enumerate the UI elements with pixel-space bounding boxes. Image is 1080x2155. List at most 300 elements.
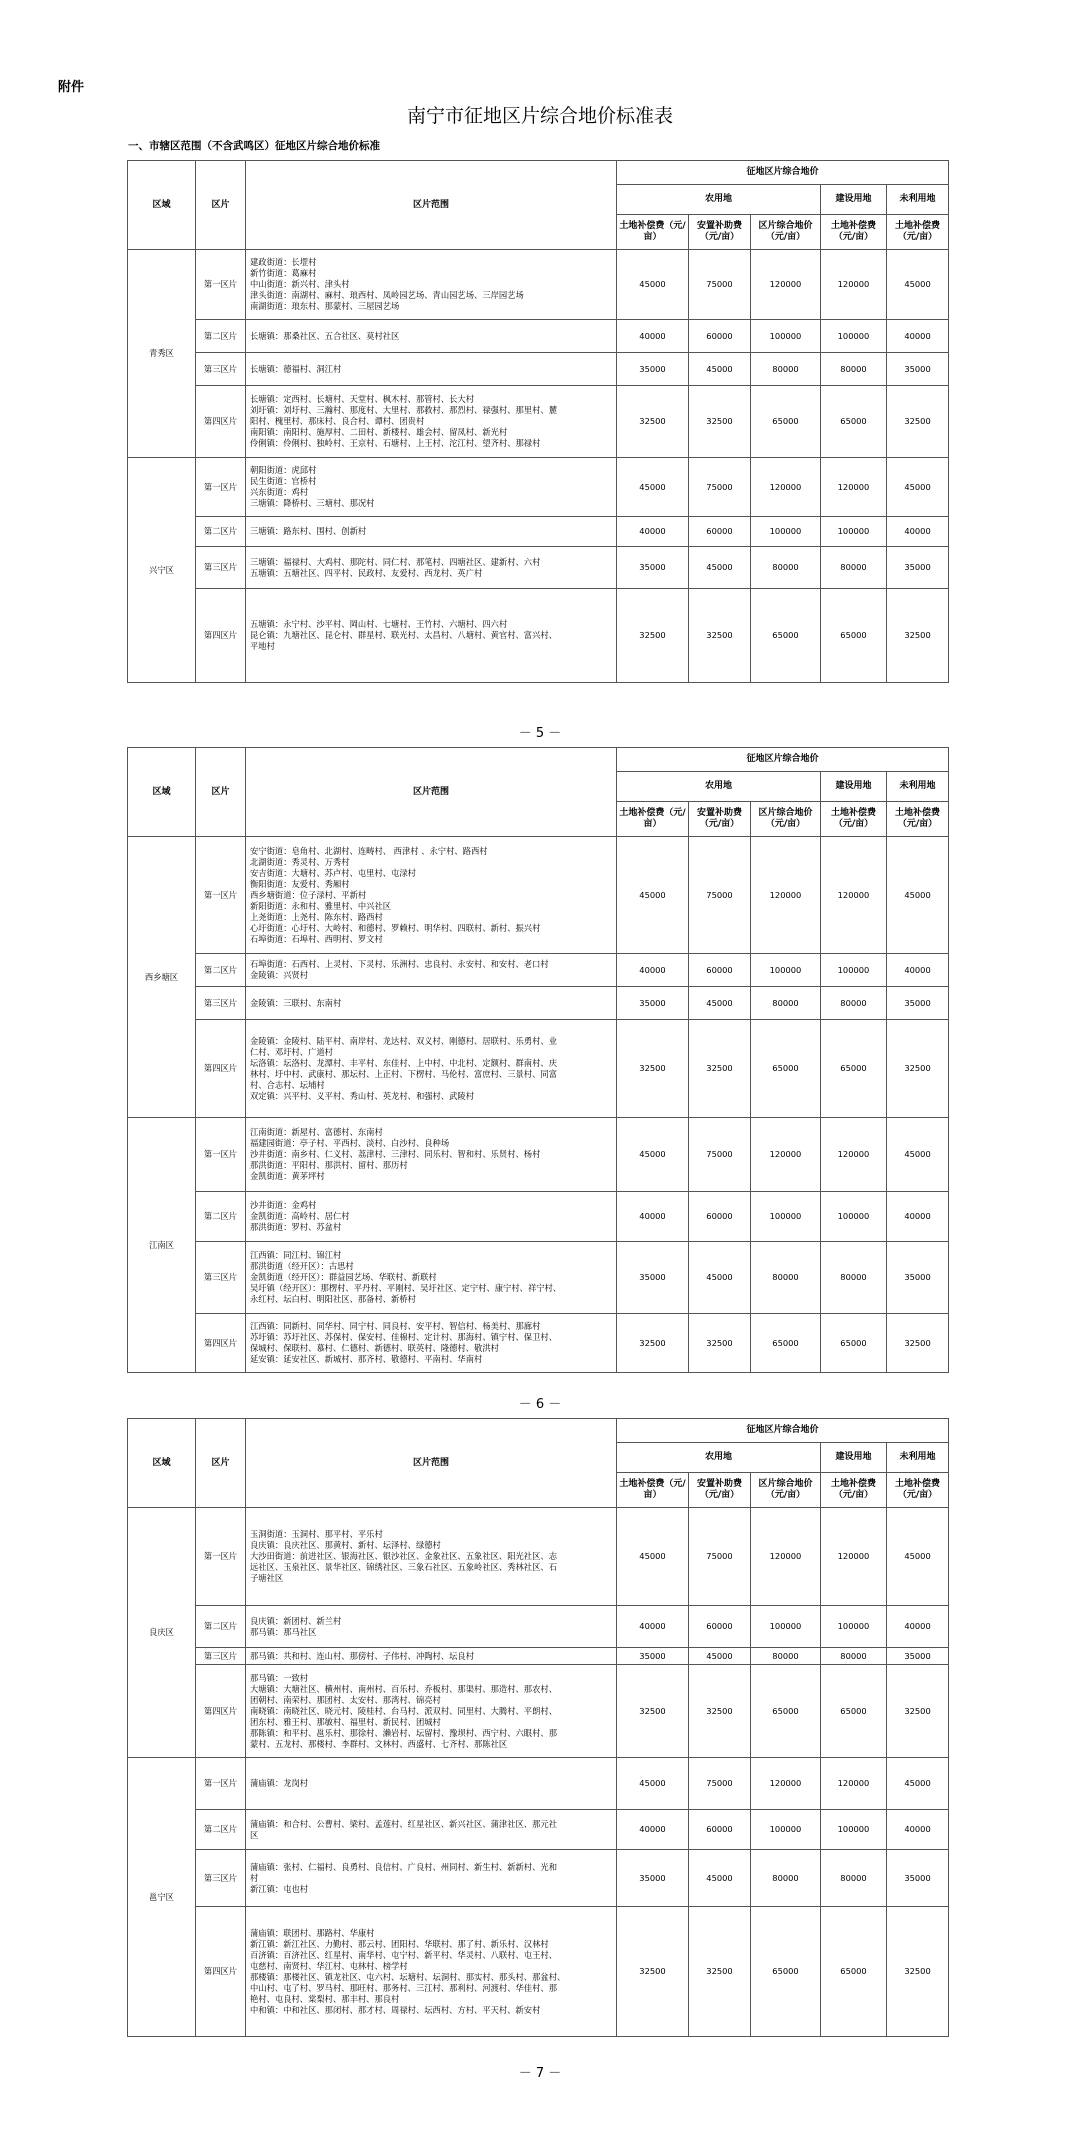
region-name: 邕宁区: [128, 1758, 196, 2037]
table-row: [128, 547, 949, 589]
range-line: 上尧街道：上尧村、陈东村、路西村: [250, 911, 383, 922]
land-comp-value: 35000: [617, 1648, 689, 1665]
zone-range: [246, 1606, 617, 1648]
range-line: 金凯街道：黄茅坪村: [250, 1171, 325, 1181]
page-number: － 7 －: [518, 2066, 562, 2081]
range-line: 玉洞街道：玉洞村、那平村、平乐村: [250, 1529, 383, 1539]
construction-value: 80000: [821, 1242, 887, 1314]
table-row: [128, 954, 949, 987]
range-line: 平地村: [250, 641, 275, 651]
range-line: 那楼镇：那楼社区、镇龙社区、屯六村、坛塘村、坛洞村、那实村、那头村、那盆村、: [250, 1971, 566, 1982]
range-line: 大塘镇：大塘社区、横州村、南州村、百乐村、乔板村、那渠村、那造村、那农村、: [250, 1683, 557, 1694]
resettle-comp-value: 45000: [689, 353, 751, 386]
zone-price-value: 100000: [751, 1810, 821, 1850]
range-line: 良庆镇：良庆社区、那黄村、新村、坛泽村、绿德村: [250, 1540, 441, 1550]
land-comp-value: 35000: [617, 1850, 689, 1907]
range-line: 津头街道：南湖村、麻村、琅西村、凤岭园艺场、青山园艺场、三岸园艺场: [250, 290, 524, 300]
header-construction-land-comp: 土地补偿费（元/亩）: [821, 802, 887, 837]
zone-price-value: 100000: [751, 954, 821, 987]
table-row: [128, 1648, 949, 1665]
construction-value: 120000: [821, 458, 887, 517]
unused-value: 45000: [887, 837, 949, 954]
range-line: 石埠街道：石西村、上灵村、下灵村、乐洲村、忠良村、永安村、和安村、老口村: [250, 959, 549, 969]
construction-value: 100000: [821, 517, 887, 547]
resettle-comp-value: 32500: [689, 1907, 751, 2037]
range-line: 昆仑镇：九塘社区、昆仑村、群星村、联光村、太昌村、八塘村、黄官村、富兴村、: [250, 630, 557, 640]
resettle-comp-value: 75000: [689, 837, 751, 954]
land-comp-value: 35000: [617, 987, 689, 1020]
resettle-comp-value: 45000: [689, 1850, 751, 1907]
construction-value: 80000: [821, 353, 887, 386]
range-line: 百济镇：百济社区、红星村、南华村、屯宁村、新平村、华灵村、八联村、屯王村、: [250, 1949, 557, 1960]
range-line: 江西镇：同江村、锦江村: [250, 1250, 342, 1260]
construction-value: 120000: [821, 1758, 887, 1810]
zone-range: [246, 1242, 617, 1314]
zone-price-value: 120000: [751, 1118, 821, 1192]
header-unused-land-comp: 土地补偿费（元/亩）: [887, 1473, 949, 1508]
page-title: 南宁市征地区片综合地价标准表: [406, 105, 673, 127]
header-agri: 农用地: [617, 772, 821, 802]
zone-price-value: 120000: [751, 1508, 821, 1606]
zone-range: [246, 1314, 617, 1373]
zone-name: 第一区片: [196, 1758, 246, 1810]
header-row: [128, 1419, 949, 1443]
range-line: 长塘镇：定西村、长塘村、天堂村、枫木村、那管村、长大村: [250, 394, 475, 404]
zone-price-value: 80000: [751, 1648, 821, 1665]
land-comp-value: 35000: [617, 1242, 689, 1314]
range-line: 大沙田街道：前进社区、银海社区、银沙社区、金象社区、五象社区、阳光社区、志: [250, 1551, 557, 1561]
unused-value: 40000: [887, 1606, 949, 1648]
range-line: 团东村、雅王村、那敏村、福里村、新民村、团城村: [250, 1716, 441, 1727]
price-table: [127, 1418, 949, 2037]
range-line: 南阳镇：南阳村、施厚村、二田村、新楼村、雄会村、留凤村、新光村: [250, 427, 508, 437]
zone-price-value: 80000: [751, 547, 821, 589]
header-zone-price: 区片综合地价（元/亩）: [751, 1473, 821, 1508]
header-region: 区域: [128, 161, 196, 250]
range-line: 金凯街道（经开区）：群益园艺场、华联村、新联村: [250, 1272, 437, 1282]
unused-value: 35000: [887, 1648, 949, 1665]
construction-value: 100000: [821, 320, 887, 353]
header-construction: 建设用地: [821, 1443, 887, 1473]
zone-name: 第二区片: [196, 1606, 246, 1648]
resettle-comp-value: 60000: [689, 1606, 751, 1648]
range-line: 长塘镇：德福村、洞江村: [250, 363, 342, 374]
construction-value: 80000: [821, 547, 887, 589]
unused-value: 40000: [887, 1810, 949, 1850]
land-comp-value: 32500: [617, 589, 689, 683]
header-construction-land-comp: 土地补偿费（元/亩）: [821, 1473, 887, 1508]
range-line: 良庆镇：新团村、新兰村: [250, 1615, 342, 1626]
unused-value: 45000: [887, 458, 949, 517]
header-resettle-comp: 安置补助费（元/亩）: [689, 215, 751, 250]
resettle-comp-value: 32500: [689, 1020, 751, 1118]
zone-name: 第四区片: [196, 589, 246, 683]
range-line: 江南街道：新屋村、富德村、东南村: [250, 1127, 383, 1137]
zone-price-value: 80000: [751, 1242, 821, 1314]
resettle-comp-value: 60000: [689, 320, 751, 353]
page-number: － 6 －: [518, 1397, 562, 1412]
construction-value: 80000: [821, 987, 887, 1020]
range-line: 蒲庙镇：联团村、那路村、华康村: [250, 1927, 375, 1938]
zone-name: 第三区片: [196, 547, 246, 589]
range-line: 吴圩镇（经开区）：那楞村、平丹村、平刚村、吴圩社区、定宁村、康宁村、祥宁村、: [250, 1283, 562, 1293]
unused-value: 40000: [887, 320, 949, 353]
table-row: [128, 1810, 949, 1850]
region-name: 兴宁区: [128, 458, 196, 683]
zone-range: [246, 1850, 617, 1907]
zone-range: [246, 458, 617, 517]
range-line: 金陵镇：兴贤村: [250, 970, 309, 980]
range-line: 西乡塘街道：位子渌村、平新村: [250, 889, 367, 900]
unused-value: 35000: [887, 1242, 949, 1314]
range-line: 金凯街道：高岭村、居仁村: [250, 1211, 350, 1221]
zone-price-value: 65000: [751, 1665, 821, 1758]
range-line: 苏圩镇：苏圩社区、苏保村、保安村、佳棉村、定计村、那海村、镇宁村、保卫村、: [250, 1332, 557, 1342]
resettle-comp-value: 75000: [689, 458, 751, 517]
resettle-comp-value: 45000: [689, 1242, 751, 1314]
zone-range: [246, 320, 617, 353]
construction-value: 120000: [821, 1118, 887, 1192]
header-unused: 未利用地: [887, 1443, 949, 1473]
range-line: 刘圩镇：刘圩村、三瀚村、那度村、大里村、那救村、那烈村、禄强村、那里村、麓: [250, 405, 557, 415]
zone-range: [246, 1810, 617, 1850]
unused-value: 45000: [887, 250, 949, 320]
zone-price-value: 65000: [751, 1020, 821, 1118]
range-line: 那陈镇：和平村、邕乐村、那徐村、濑岩村、坛留村、豫坝村、西宁村、六眼村、那: [250, 1727, 557, 1738]
zone-range: [246, 517, 617, 547]
range-line: 团朝村、南荣村、那团村、太安村、那湾村、锦亮村: [250, 1694, 441, 1705]
zone-price-value: 100000: [751, 1192, 821, 1242]
unused-value: 32500: [887, 589, 949, 683]
zone-range: [246, 954, 617, 987]
zone-range: [246, 837, 617, 954]
resettle-comp-value: 45000: [689, 1648, 751, 1665]
range-line: 那马镇：那马社区: [250, 1626, 317, 1637]
header-region: 区域: [128, 748, 196, 837]
zone-price-value: 80000: [751, 987, 821, 1020]
unused-value: 32500: [887, 386, 949, 458]
range-line: 那马镇：共和村、连山村、那傍村、子伟村、冲陶村、坛良村: [250, 1650, 475, 1661]
range-line: 村、合志村、坛埔村: [250, 1079, 325, 1090]
table-row: [128, 1907, 949, 2037]
resettle-comp-value: 75000: [689, 1508, 751, 1606]
construction-value: 80000: [821, 1850, 887, 1907]
land-comp-value: 32500: [617, 1314, 689, 1373]
table-row: [128, 1118, 949, 1192]
header-price-group: 征地区片综合地价: [617, 161, 949, 185]
zone-range: [246, 987, 617, 1020]
range-line: 三塘镇：路东村、围村、创新村: [250, 526, 367, 536]
range-line: 建政街道：长堽村: [250, 257, 317, 267]
header-land-comp: 土地补偿费（元/亩）: [617, 215, 689, 250]
range-line: 石埠街道：石埠村、西明村、罗文村: [250, 933, 383, 944]
header-range: 区片范围: [246, 748, 617, 837]
price-table: [127, 160, 949, 683]
range-line: 伶俐镇：伶俐村、独岭村、王京村、石塘村、上王村、沱江村、望齐村、那禄村: [250, 438, 541, 448]
range-line: 远社区、玉泉社区、景华社区、锦绣社区、三象石社区、五象岭社区、秀林社区、石: [250, 1562, 557, 1572]
zone-name: 第一区片: [196, 458, 246, 517]
header-zone-price: 区片综合地价（元/亩）: [751, 802, 821, 837]
zone-price-value: 65000: [751, 589, 821, 683]
table-row: [128, 1242, 949, 1314]
range-line: 兴东街道：鸡村: [250, 487, 309, 497]
zone-name: 第一区片: [196, 1118, 246, 1192]
resettle-comp-value: 32500: [689, 589, 751, 683]
header-construction: 建设用地: [821, 772, 887, 802]
table-row: [128, 320, 949, 353]
construction-value: 100000: [821, 1606, 887, 1648]
range-line: 新阳街道：永和村、雅里村、中兴社区: [250, 900, 392, 911]
unused-value: 45000: [887, 1508, 949, 1606]
unused-value: 40000: [887, 517, 949, 547]
range-line: 衡阳街道：友爱村、秀厢村: [250, 878, 350, 889]
zone-range: [246, 1907, 617, 2037]
unused-value: 32500: [887, 1665, 949, 1758]
zone-price-value: 65000: [751, 386, 821, 458]
resettle-comp-value: 60000: [689, 954, 751, 987]
range-line: 坛洛镇：坛洛村、龙潭村、丰平村、东佳村、上中村、中北村、定额村、群南村、庆: [250, 1057, 557, 1068]
header-row: [128, 748, 949, 772]
resettle-comp-value: 32500: [689, 1665, 751, 1758]
range-line: 江西镇：同新村、同华村、同宁村、同良村、安平村、智信村、杨美村、那廊村: [250, 1321, 541, 1331]
header-zone-price: 区片综合地价（元/亩）: [751, 215, 821, 250]
unused-value: 32500: [887, 1907, 949, 2037]
construction-value: 65000: [821, 1907, 887, 2037]
range-line: 沙井街道：南乡村、仁义村、荔津村、三津村、同乐村、智和村、乐贤村、杨村: [250, 1149, 541, 1159]
zone-name: 第三区片: [196, 353, 246, 386]
zone-name: 第三区片: [196, 1850, 246, 1907]
resettle-comp-value: 32500: [689, 386, 751, 458]
zone-range: [246, 1118, 617, 1192]
unused-value: 45000: [887, 1758, 949, 1810]
header-resettle-comp: 安置补助费（元/亩）: [689, 1473, 751, 1508]
range-line: 那洪街道：平阳村、那洪村、留村、那历村: [250, 1160, 408, 1170]
land-comp-value: 32500: [617, 386, 689, 458]
zone-name: 第四区片: [196, 1020, 246, 1118]
range-line: 新竹街道：葛麻村: [250, 268, 317, 278]
unused-value: 35000: [887, 353, 949, 386]
range-line: 新江镇：新江社区、力勤村、那云村、团阳村、华联村、那了村、新乐村、汉林村: [250, 1938, 549, 1949]
zone-price-value: 120000: [751, 1758, 821, 1810]
page-number: － 5 －: [518, 726, 562, 741]
land-comp-value: 40000: [617, 1810, 689, 1850]
zone-price-value: 80000: [751, 1850, 821, 1907]
region-name: 青秀区: [128, 250, 196, 458]
range-line: 那洪街道（经开区）：古思村: [250, 1261, 354, 1271]
range-line: 中山村、屯了村、罗马村、那旺村、那务村、三江村、那利村、河渡村、华佳村、那: [250, 1982, 557, 1993]
range-line: 金陵镇：金陵村、陆平村、南岸村、龙达村、双义村、刚德村、居联村、乐勇村、业: [250, 1035, 557, 1046]
header-zone: 区片: [196, 161, 246, 250]
range-line: 仁村、邓圩村、广道村: [250, 1046, 333, 1057]
zone-name: 第四区片: [196, 1907, 246, 2037]
zone-range: [246, 250, 617, 320]
resettle-comp-value: 60000: [689, 1192, 751, 1242]
construction-value: 65000: [821, 386, 887, 458]
resettle-comp-value: 75000: [689, 1118, 751, 1192]
header-land-comp: 土地补偿费（元/亩）: [617, 1473, 689, 1508]
header-price-group: 征地区片综合地价: [617, 748, 949, 772]
resettle-comp-value: 32500: [689, 1314, 751, 1373]
range-line: 村: [250, 1872, 259, 1883]
range-line: 三塘镇：降桥村、三塘村、那况村: [250, 498, 375, 508]
price-table: [127, 747, 949, 1373]
unused-value: 40000: [887, 954, 949, 987]
table-row: [128, 589, 949, 683]
table-row: [128, 1665, 949, 1758]
range-line: 那洪街道：罗村、苏盆村: [250, 1222, 342, 1232]
zone-range: [246, 547, 617, 589]
land-comp-value: 40000: [617, 954, 689, 987]
range-line: 心圩街道：心圩村、大岭村、和德村、罗赖村、明华村、四联村、新村、振兴村: [250, 922, 541, 933]
zone-price-value: 100000: [751, 320, 821, 353]
attachment-label: 附件: [58, 80, 85, 95]
range-line: 子塘社区: [250, 1573, 284, 1583]
table-row: [128, 386, 949, 458]
unused-value: 35000: [887, 547, 949, 589]
zone-name: 第三区片: [196, 1648, 246, 1665]
range-line: 保城村、保联村、慕村、仁德村、新德村、联英村、隆德村、敬洪村: [250, 1343, 499, 1353]
zone-name: 第一区片: [196, 837, 246, 954]
header-unused-land-comp: 土地补偿费（元/亩）: [887, 215, 949, 250]
range-line: 朝阳街道：虎邱村: [250, 465, 317, 475]
header-zone: 区片: [196, 748, 246, 837]
header-unused: 未利用地: [887, 772, 949, 802]
range-line: 沙井街道：金鸡村: [250, 1200, 317, 1210]
table-row: [128, 837, 949, 954]
resettle-comp-value: 75000: [689, 1758, 751, 1810]
header-zone: 区片: [196, 1419, 246, 1508]
range-line: 蒲庙镇：张村、仁福村、良勇村、良信村、广良村、州同村、新生村、新新村、光和: [250, 1861, 557, 1872]
header-agri: 农用地: [617, 1443, 821, 1473]
zone-name: 第二区片: [196, 320, 246, 353]
header-unused: 未利用地: [887, 185, 949, 215]
range-line: 双定镇：兴平村、义平村、秀山村、英龙村、和强村、武陵村: [250, 1090, 475, 1101]
zone-name: 第三区片: [196, 1242, 246, 1314]
zone-range: [246, 386, 617, 458]
header-construction-land-comp: 土地补偿费（元/亩）: [821, 215, 887, 250]
zone-name: 第四区片: [196, 1665, 246, 1758]
unused-value: 35000: [887, 1850, 949, 1907]
range-line: 南湖街道：琅东村、那蒙村、三屋园艺场: [250, 301, 400, 311]
range-line: 新江镇：屯也村: [250, 1883, 309, 1894]
zone-name: 第一区片: [196, 250, 246, 320]
section-title: 一、市辖区范围（不含武鸣区）征地区片综合地价标准: [128, 140, 380, 152]
construction-value: 80000: [821, 1648, 887, 1665]
land-comp-value: 45000: [617, 1758, 689, 1810]
region-name: 良庆区: [128, 1508, 196, 1758]
region-name: 江南区: [128, 1118, 196, 1373]
range-line: 延安镇：延安社区、新城村、那齐村、敬德村、平南村、华南村: [250, 1354, 483, 1364]
header-agri: 农用地: [617, 185, 821, 215]
range-line: 五塘镇：五塘社区、四平村、民政村、友爱村、西龙村、英广村: [250, 567, 483, 578]
zone-name: 第二区片: [196, 1192, 246, 1242]
table-row: [128, 1606, 949, 1648]
header-range: 区片范围: [246, 161, 617, 250]
resettle-comp-value: 60000: [689, 517, 751, 547]
header-row: [128, 161, 949, 185]
resettle-comp-value: 45000: [689, 987, 751, 1020]
land-comp-value: 45000: [617, 458, 689, 517]
land-comp-value: 45000: [617, 250, 689, 320]
range-line: 北湖街道：秀灵村、万秀村: [250, 856, 350, 867]
land-comp-value: 32500: [617, 1665, 689, 1758]
header-price-group: 征地区片综合地价: [617, 1419, 949, 1443]
table-row: [128, 987, 949, 1020]
header-resettle-comp: 安置补助费（元/亩）: [689, 802, 751, 837]
range-line: 永红村、坛白村、明阳社区、那备村、新桥村: [250, 1294, 416, 1304]
construction-value: 65000: [821, 1314, 887, 1373]
range-line: 安吉街道：大塘村、苏卢村、屯里村、屯渌村: [250, 867, 416, 878]
zone-range: [246, 1758, 617, 1810]
land-comp-value: 45000: [617, 837, 689, 954]
zone-range: [246, 1665, 617, 1758]
range-line: 民生街道：官桥村: [250, 476, 317, 486]
range-line: 安宁街道：皂角村、北湖村、连畴村、 西津村 、永宁村、路西村: [250, 845, 488, 856]
range-line: 区: [250, 1829, 259, 1840]
zone-name: 第四区片: [196, 386, 246, 458]
header-range: 区片范围: [246, 1419, 617, 1508]
zone-price-value: 120000: [751, 458, 821, 517]
construction-value: 65000: [821, 1020, 887, 1118]
zone-price-value: 65000: [751, 1314, 821, 1373]
construction-value: 65000: [821, 1665, 887, 1758]
land-comp-value: 35000: [617, 547, 689, 589]
land-comp-value: 32500: [617, 1907, 689, 2037]
range-line: 中和镇：中和社区、那闭村、那才村、周禄村、坛西村、方村、平天村、新安村: [250, 2004, 541, 2015]
range-line: 五塘镇：永宁村、沙平村、岡山村、七塘村、王竹村、六塘村、四六村: [250, 619, 508, 629]
construction-value: 120000: [821, 837, 887, 954]
land-comp-value: 40000: [617, 1192, 689, 1242]
construction-value: 120000: [821, 250, 887, 320]
construction-value: 65000: [821, 589, 887, 683]
zone-name: 第二区片: [196, 1810, 246, 1850]
range-line: 蒙村、五龙村、那楼村、李群村、文林村、西盛村、七齐村、那陈社区: [250, 1738, 508, 1749]
zone-price-value: 100000: [751, 1606, 821, 1648]
zone-price-value: 120000: [751, 250, 821, 320]
table-row: [128, 1192, 949, 1242]
table-row: [128, 1314, 949, 1373]
zone-name: 第二区片: [196, 517, 246, 547]
range-line: 蒲庙镇：和合村、公曹村、梁村、孟莲村、红星社区、新兴社区、蒲津社区、那元社: [250, 1818, 557, 1829]
range-line: 阳村、槐里村、那床村、良合村、谭村、团贵村: [250, 416, 425, 426]
range-line: 艳村、屯良村、棠梨村、那丰村、那良村: [250, 1993, 400, 2004]
zone-range: [246, 1648, 617, 1665]
range-line: 长塘镇：那桑社区、五合社区、莫村社区: [250, 330, 400, 341]
land-comp-value: 40000: [617, 320, 689, 353]
resettle-comp-value: 60000: [689, 1810, 751, 1850]
zone-price-value: 100000: [751, 517, 821, 547]
table-row: [128, 353, 949, 386]
table-row: [128, 1850, 949, 1907]
range-line: 屯慈村、南贤村、华江村、屯林村、榜学村: [250, 1960, 408, 1971]
zone-name: 第三区片: [196, 987, 246, 1020]
range-line: 三塘镇：福禄村、大鸡村、那陀村、同仁村、那笔村、四塘社区、建新村、六村: [250, 556, 541, 567]
unused-value: 32500: [887, 1020, 949, 1118]
construction-value: 100000: [821, 954, 887, 987]
header-region: 区域: [128, 1419, 196, 1508]
land-comp-value: 40000: [617, 1606, 689, 1648]
land-comp-value: 32500: [617, 1020, 689, 1118]
zone-range: [246, 589, 617, 683]
table-row: [128, 1508, 949, 1606]
header-land-comp: 土地补偿费（元/亩）: [617, 802, 689, 837]
range-line: 那马镇：一致村: [250, 1672, 309, 1683]
table-row: [128, 250, 949, 320]
zone-name: 第二区片: [196, 954, 246, 987]
range-line: 林村、圩中村、武康村、那坛村、上正村、下楞村、马伦村、富庶村、三景村、同富: [250, 1068, 557, 1079]
header-construction: 建设用地: [821, 185, 887, 215]
construction-value: 100000: [821, 1810, 887, 1850]
